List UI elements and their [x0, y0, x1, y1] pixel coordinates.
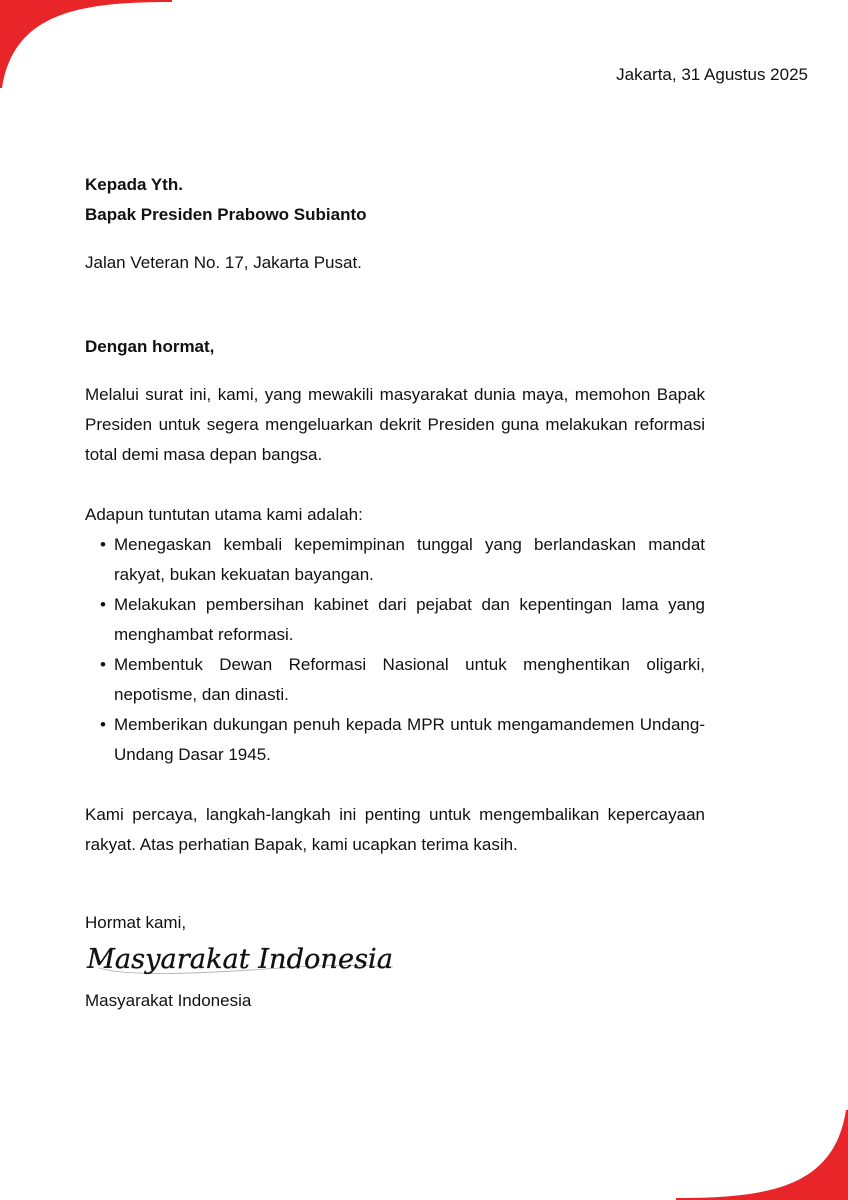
bullet-icon: • [100, 715, 106, 734]
greeting: Dengan hormat, [85, 337, 215, 356]
demand-text: Memberikan dukungan penuh kepada MPR untuk mengamandemen Undang-Undang Dasar 1945. [114, 715, 705, 764]
bullet-icon: • [100, 655, 106, 674]
bullet-icon: • [100, 595, 106, 614]
recipient-line-2: Bapak Presiden Prabowo Subianto [85, 205, 367, 224]
list-item [100, 710, 705, 770]
demands-list [85, 530, 705, 770]
demands-intro: Adapun tuntutan utama kami adalah: [85, 505, 363, 524]
demand-text: Menegaskan kembali kepemimpinan tunggal yang berlandaskan mandat rakyat, bukan kekuatan bayangan. [114, 535, 705, 584]
demand-text: Melakukan pembersihan kabinet dari pejabat dan kepentingan lama yang menghambat reformasi. [114, 595, 705, 644]
list-item [100, 650, 705, 710]
signature-image [85, 938, 405, 986]
signature-script: Masyarakat Indonesia [85, 944, 393, 975]
signer-name: Masyarakat Indonesia [85, 991, 252, 1010]
list-item [100, 590, 705, 650]
recipient-line-1: Kepada Yth. [85, 175, 183, 194]
handwritten-signature [85, 938, 405, 986]
bullet-icon: • [100, 535, 106, 554]
letter-body [85, 170, 705, 1016]
letter-date: Jakarta, 31 Agustus 2025 [616, 65, 808, 84]
list-item [100, 530, 705, 590]
recipient-address: Jalan Veteran No. 17, Jakarta Pusat. [85, 253, 362, 272]
intro-paragraph: Melalui surat ini, kami, yang mewakili masyarakat dunia maya, memohon Bapak Presiden untuk segera mengeluarkan dekrit Presiden guna melakukan reformasi total demi masa depan bangsa. [85, 385, 705, 464]
red-corner-decoration-bottom [676, 1110, 848, 1200]
closing-paragraph: Kami percaya, langkah-langkah ini penting untuk mengembalikan kepercayaan rakyat. Atas perhatian Bapak, kami ucapkan terima kasih. [85, 805, 705, 854]
red-corner-decoration-top [0, 0, 172, 88]
signoff: Hormat kami, [85, 913, 187, 932]
demand-text: Membentuk Dewan Reformasi Nasional untuk menghentikan oligarki, nepotisme, dan dinasti. [114, 655, 705, 704]
